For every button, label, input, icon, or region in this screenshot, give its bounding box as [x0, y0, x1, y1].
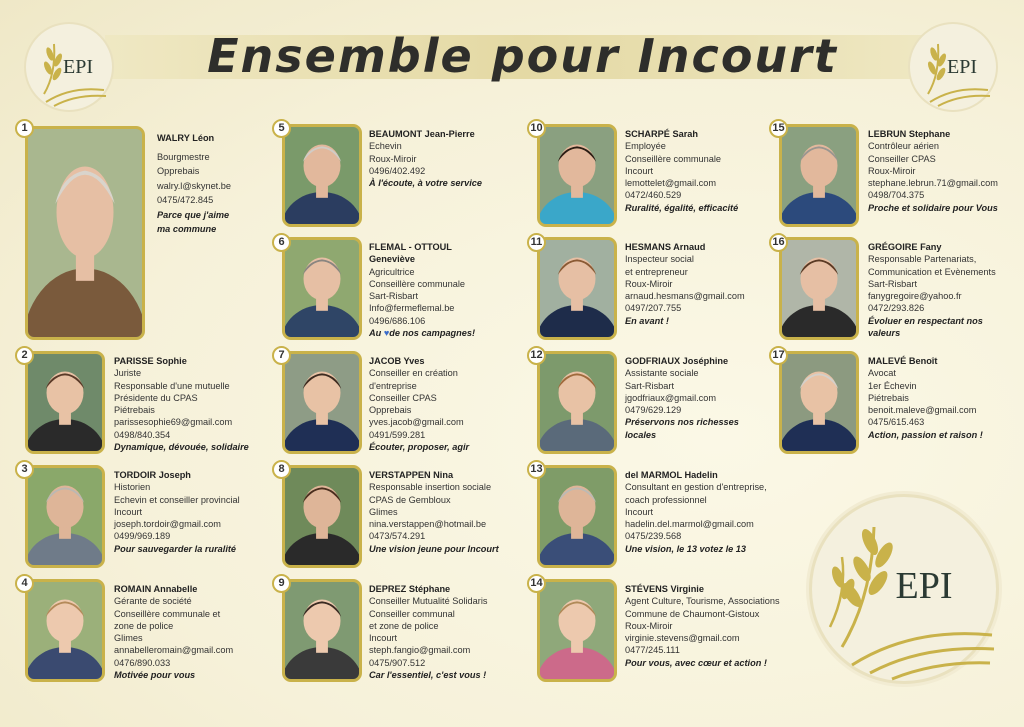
candidate-detail: Piétrebais: [868, 392, 909, 403]
candidate-slogan: ma commune: [157, 224, 217, 234]
candidate-slogan: Préservons nos richesses: [625, 417, 739, 428]
candidate-detail: 0496/686.106: [369, 315, 426, 326]
candidate-photo: [537, 579, 617, 682]
candidate-detail: lemottelet@gmail.com: [625, 178, 717, 189]
candidate-number: 10: [527, 119, 546, 138]
candidate-detail: coach professionnel: [625, 494, 707, 505]
candidate-slogan: locales: [625, 429, 657, 440]
candidate-slogan: Dynamique, dévouée, solidaire: [114, 442, 249, 453]
candidate-name: MALEVÉ Benoît: [868, 356, 938, 366]
candidate-detail: zone de police: [114, 620, 174, 631]
logo-text: EPI: [947, 55, 977, 78]
candidate-detail: 0475/472.845: [157, 195, 214, 205]
candidate-number: 15: [769, 119, 788, 138]
candidate-detail: Incourt: [625, 165, 654, 176]
candidate-detail: Agricultrice: [369, 266, 415, 277]
candidate-photo: [282, 237, 362, 340]
candidate-slogan: Motivée pour vous: [114, 670, 196, 681]
candidate-name: LEBRUN Stephane: [868, 129, 951, 139]
candidate-detail: Conseillère communale et: [114, 608, 221, 619]
candidate-photo: [537, 465, 617, 568]
candidate-detail: 0499/969.189: [114, 531, 171, 542]
candidate-detail: Assistante sociale: [625, 368, 699, 379]
candidate-detail: Communication et Evènements: [868, 266, 996, 277]
candidate-name: GODFRIAUX Joséphine: [625, 356, 729, 366]
candidate-name: BEAUMONT Jean-Pierre: [369, 129, 475, 139]
candidate-info: [625, 583, 780, 669]
candidate-name: WALRY Léon: [157, 133, 215, 143]
candidate-detail: 0498/840.354: [114, 429, 171, 440]
candidate-detail: Inspecteur social: [625, 254, 694, 265]
candidate-info: [114, 355, 249, 453]
candidate-detail: Piétrebais: [114, 405, 155, 416]
candidate-photo: [25, 465, 105, 568]
candidate-detail: CPAS de Gembloux: [369, 494, 451, 505]
candidate-detail: 0498/704.375: [868, 190, 925, 201]
candidate-number: 4: [15, 574, 34, 593]
candidate-detail: 0472/460.529: [625, 190, 682, 201]
candidate-detail: Avocat: [868, 368, 896, 379]
candidate-name: DEPREZ Stéphane: [369, 584, 451, 594]
candidate-slogan: À l'écoute, à votre service: [369, 178, 482, 189]
candidate-name: PARISSE Sophie: [114, 356, 187, 366]
candidate-detail: Opprebais: [157, 166, 200, 176]
candidate-detail: Roux-Miroir: [369, 153, 417, 164]
logo-text: EPI: [63, 55, 93, 78]
candidate-number: 1: [15, 119, 34, 138]
heart-icon: ♥: [383, 328, 390, 339]
candidate-detail: Conseiller CPAS: [369, 392, 437, 403]
candidate-detail: Info@fermeflemal.be: [369, 303, 455, 314]
candidate-info: [868, 241, 996, 339]
candidate-detail: 0491/599.281: [369, 429, 426, 440]
candidate-info: [114, 469, 240, 555]
candidate-name: TORDOIR Joseph: [114, 470, 191, 480]
candidate-slogan: valeurs: [868, 328, 901, 339]
candidate-detail: virginie.stevens@gmail.com: [625, 633, 740, 644]
candidate-slogan: Action, passion et raison !: [868, 429, 983, 440]
candidate-detail: fanygregoire@yahoo.fr: [868, 291, 962, 302]
candidate-number: 7: [272, 346, 291, 365]
candidate-info: [625, 469, 767, 555]
candidate-detail: 1er Échevin: [868, 380, 917, 391]
candidate-detail: parissesophie69@gmail.com: [114, 417, 233, 428]
candidate-info: [625, 241, 745, 327]
candidate-detail: Echevin: [369, 141, 402, 152]
candidate-detail: Responsable insertion sociale: [369, 482, 492, 493]
candidate-detail: Sart-Risbart: [868, 278, 918, 289]
candidate-photo: [282, 465, 362, 568]
candidate-detail: 0497/207.755: [625, 303, 682, 314]
candidate-detail: nina.verstappen@hotmail.be: [369, 519, 487, 530]
candidate-detail: 0475/239.568: [625, 531, 682, 542]
candidate-detail: Roux-Miroir: [625, 278, 673, 289]
logo-text: EPI: [895, 565, 953, 607]
candidate-slogan: Écouter, proposer, agir: [369, 442, 470, 453]
candidate-info: [369, 469, 499, 555]
candidate-photo: [537, 351, 617, 454]
candidate-name-line2: Geneviève: [369, 254, 415, 265]
candidate-info: [114, 583, 233, 681]
logo-top-left: [26, 24, 112, 110]
candidate-number: 17: [769, 346, 788, 365]
candidate-detail: Présidente du CPAS: [114, 392, 198, 403]
candidate-detail: joseph.tordoir@gmail.com: [114, 519, 221, 530]
candidate-slogan: [369, 327, 475, 339]
slogan-suffix: de nos campagnes!: [389, 328, 476, 339]
candidate-detail: jgodfriaux@gmail.com: [625, 392, 717, 403]
candidate-photo: [779, 237, 859, 340]
candidate-detail: yves.jacob@gmail.com: [369, 417, 464, 428]
candidate-slogan: Une vision jeune pour Incourt: [369, 543, 499, 554]
candidate-slogan: Parce que j'aime: [157, 209, 230, 220]
candidate-photo: [25, 126, 145, 340]
candidate-number: 16: [769, 233, 788, 252]
candidate-slogan: Car l'essentiel, c'est vous !: [369, 670, 487, 681]
candidate-number: 9: [272, 574, 291, 593]
candidate-info: [625, 128, 738, 214]
slogan-prefix: Au: [369, 328, 384, 339]
candidate-detail: 0475/907.512: [369, 657, 426, 668]
candidate-info: [369, 241, 475, 339]
candidate-name: JACOB Yves: [369, 356, 425, 366]
candidate-info: [868, 128, 998, 214]
candidate-number: 12: [527, 346, 546, 365]
candidate-detail: Conseillère communale: [369, 278, 466, 289]
candidate-detail: et zone de police: [369, 620, 439, 631]
candidate-detail: Bourgmestre: [157, 151, 210, 162]
candidate-detail: Sart-Risbart: [625, 380, 675, 391]
candidate-number: 13: [527, 460, 546, 479]
candidate-detail: Incourt: [114, 506, 143, 517]
candidate-slogan: Pour vous, avec cœur et action !: [625, 657, 767, 668]
candidate-info: [369, 583, 487, 681]
candidate-detail: Responsable Partenariats,: [868, 254, 977, 265]
candidate-detail: Roux-Miroir: [868, 165, 916, 176]
candidate-detail: 0472/293.826: [868, 303, 925, 314]
candidate-photo: [282, 124, 362, 227]
candidate-number: 14: [527, 574, 546, 593]
candidate-name: VERSTAPPEN Nina: [369, 470, 454, 480]
candidate-number: 8: [272, 460, 291, 479]
candidate-info: [369, 355, 469, 453]
candidate-detail: Gérante de société: [114, 596, 192, 607]
candidate-detail: Consultant en gestion d'entreprise,: [625, 482, 767, 493]
candidate-detail: Commune de Chaumont-Gistoux: [625, 608, 760, 619]
candidate-detail: 0477/245.111: [625, 645, 680, 656]
candidate-detail: Roux-Miroir: [625, 620, 673, 631]
candidate-photo: [537, 124, 617, 227]
candidate-slogan: Proche et solidaire pour Vous: [868, 202, 998, 213]
candidate-detail: Conseiller communal: [369, 608, 455, 619]
candidate-detail: Glimes: [114, 633, 143, 644]
candidate-detail: steph.fangio@gmail.com: [369, 645, 471, 656]
candidate-detail: Juriste: [114, 368, 142, 379]
candidate-detail: walry.l@skynet.be: [157, 180, 232, 191]
logo-large: [812, 497, 996, 681]
candidate-number: 3: [15, 460, 34, 479]
candidate-detail: 0473/574.291: [369, 531, 426, 542]
candidate-detail: 0496/402.492: [369, 165, 426, 176]
candidate-name: ROMAIN Annabelle: [114, 584, 198, 594]
candidate-info: [157, 131, 231, 237]
candidate-detail: Opprebais: [369, 405, 412, 416]
candidate-detail: Responsable d'une mutuelle: [114, 380, 230, 391]
candidate-name: FLEMAL - OTTOUL: [369, 242, 452, 252]
candidate-detail: 0479/629.129: [625, 405, 682, 416]
candidate-detail: Incourt: [369, 633, 398, 644]
candidate-detail: arnaud.hesmans@gmail.com: [625, 291, 745, 302]
candidate-number: 5: [272, 119, 291, 138]
candidate-detail: Glimes: [369, 506, 398, 517]
candidate-detail: Incourt: [625, 506, 654, 517]
candidate-detail: Historien: [114, 482, 151, 493]
candidate-photo: [25, 579, 105, 682]
logo-top-right: [910, 24, 996, 110]
candidate-detail: benoit.maleve@gmail.com: [868, 405, 977, 416]
candidate-photo: [282, 351, 362, 454]
candidate-info: [868, 355, 983, 441]
candidate-name: STÉVENS Virginie: [625, 584, 704, 594]
candidate-slogan: Évoluer en respectant nos: [868, 315, 983, 326]
candidate-info: [625, 355, 739, 441]
candidate-detail: Conseiller Mutualité Solidaris: [369, 596, 488, 607]
candidate-photo: [282, 579, 362, 682]
candidate-detail: Conseiller en création: [369, 368, 458, 379]
candidate-detail: Conseillère communale: [625, 153, 722, 164]
candidate-detail: 0475/615.463: [868, 417, 925, 428]
candidate-name: SCHARPÉ Sarah: [625, 129, 699, 139]
candidate-detail: 0476/890.033: [114, 657, 171, 668]
candidate-photo: [537, 237, 617, 340]
candidate-detail: et entrepreneur: [625, 266, 688, 277]
candidate-photo: [25, 351, 105, 454]
candidate-photo: [779, 351, 859, 454]
candidate-detail: hadelin.del.marmol@gmail.com: [625, 519, 754, 530]
candidate-detail: Echevin et conseiller provincial: [114, 494, 240, 505]
candidate-info: [369, 128, 482, 189]
candidate-detail: stephane.lebrun.71@gmail.com: [868, 178, 998, 189]
candidate-slogan: Une vision, le 13 votez le 13: [625, 543, 747, 554]
candidate-number: 2: [15, 346, 34, 365]
candidate-slogan: Pour sauvegarder la ruralité: [114, 543, 237, 554]
candidate-detail: Sart-Risbart: [369, 291, 419, 302]
candidate-slogan: En avant !: [625, 315, 669, 326]
candidate-detail: Agent Culture, Tourisme, Associations: [625, 596, 780, 607]
candidate-detail: annabelleromain@gmail.com: [114, 645, 234, 656]
candidate-name: del MARMOL Hadelin: [625, 470, 718, 480]
candidate-detail: Employée: [625, 141, 666, 152]
candidate-slogan: Ruralité, égalité, efficacité: [625, 202, 739, 213]
candidate-name: HESMANS Arnaud: [625, 242, 706, 252]
candidate-photo: [779, 124, 859, 227]
candidate-name: GRÉGOIRE Fany: [868, 242, 942, 252]
candidate-detail: Contrôleur aérien: [868, 141, 939, 152]
candidate-detail: Conseiller CPAS: [868, 153, 936, 164]
candidate-number: 11: [527, 233, 546, 252]
candidate-detail: d'entreprise: [369, 380, 417, 391]
candidate-number: 6: [272, 233, 291, 252]
page-title: Ensemble pour Incourt: [207, 29, 838, 83]
